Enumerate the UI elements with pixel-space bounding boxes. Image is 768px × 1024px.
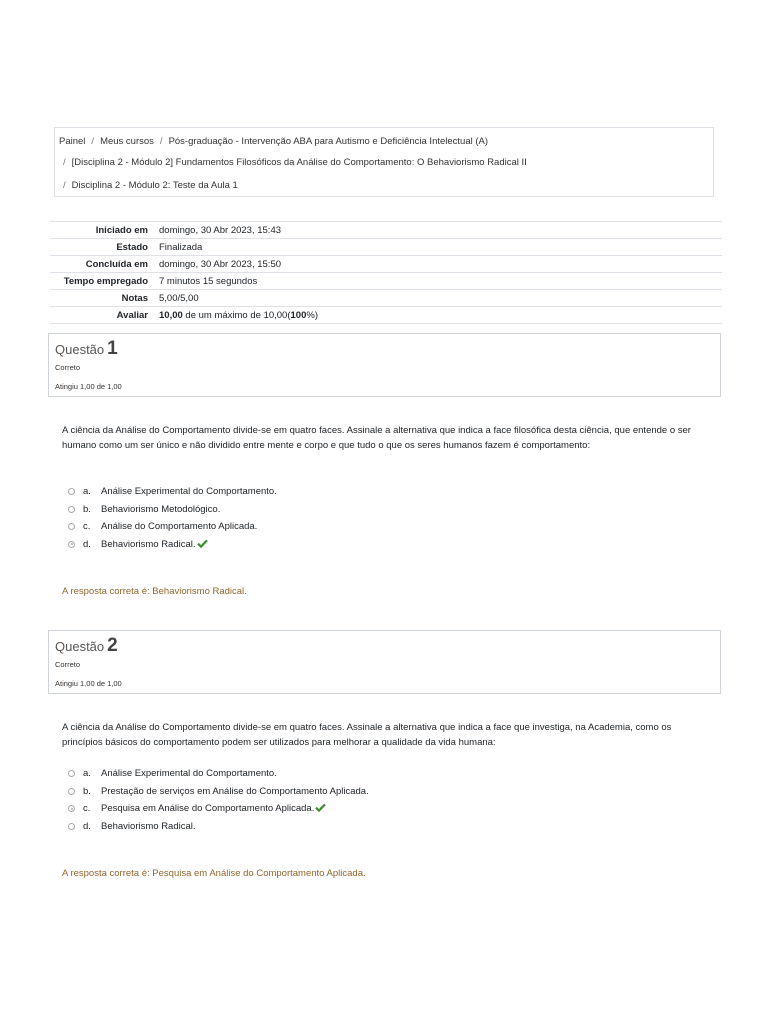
question-grade: Atingiu 1,00 de 1,00	[55, 679, 122, 688]
summary-row-state	[50, 239, 722, 256]
breadcrumb-discipline[interactable]: [Disciplina 2 - Módulo 2] Fundamentos Filosóficos da Análise do Comportamento: O Behaviorismo Radical II	[71, 157, 527, 168]
summary-label: Estado	[116, 241, 148, 253]
grade-percent: 100	[290, 309, 307, 321]
answer-letter: a.	[83, 486, 91, 497]
breadcrumb-line-2	[59, 157, 527, 168]
breadcrumb-quiz[interactable]: Disciplina 2 - Módulo 2: Teste da Aula 1	[71, 180, 238, 191]
summary-value: 5,00/5,00	[159, 292, 199, 304]
check-icon	[197, 539, 208, 548]
answer-text: Análise Experimental do Comportamento.	[101, 486, 277, 497]
summary-row-started	[50, 222, 722, 239]
grade-max: de um máximo de 10,00(	[182, 309, 291, 321]
question-2-right-answer: A resposta correta é: Pesquisa em Análise do Comportamento Aplicada.	[62, 868, 366, 879]
summary-row-marks	[50, 290, 722, 307]
answer-letter: b.	[83, 785, 91, 797]
radio-icon[interactable]	[68, 770, 75, 777]
question-1-text: A ciência da Análise do Comportamento divide-se em quatro faces. Assinale a alternativa que indica a face filosófica desta ciência, que entende o ser humano como um ser único e não dividido entre mente e corpo e que tudo o que os seres humanos fazem é comportamento:	[62, 425, 691, 451]
summary-value: domingo, 30 Abr 2023, 15:43	[159, 224, 282, 236]
radio-icon[interactable]	[68, 506, 75, 513]
radio-icon[interactable]	[68, 823, 75, 830]
answer-text: Behaviorismo Metodológico.	[101, 503, 221, 515]
breadcrumb-separator: /	[63, 157, 66, 168]
answer-text: Análise do Comportamento Aplicada.	[101, 521, 258, 532]
answer-letter: d.	[83, 820, 91, 832]
question-title	[55, 635, 118, 657]
radio-icon[interactable]	[68, 523, 75, 530]
summary-row-time-taken	[50, 273, 722, 290]
answer-text-wrap	[101, 539, 208, 550]
breadcrumb	[54, 127, 714, 197]
question-2-text: A ciência da Análise do Comportamento divide-se em quatro faces. Assinale a alternativa que indica a face que investiga, na Academia, como os princípios básicos do comportamento podem ser utilizados para melhorar a qualidade da vida humana:	[62, 722, 672, 748]
answer-text-wrap	[101, 803, 326, 814]
question-1-right-answer: A resposta correta é: Behaviorismo Radical.	[62, 586, 247, 597]
summary-value: 7 minutos 15 segundos	[159, 275, 258, 287]
breadcrumb-line-1	[59, 136, 488, 147]
breadcrumb-meus-cursos[interactable]: Meus cursos	[100, 136, 154, 147]
summary-value: Finalizada	[159, 241, 203, 253]
radio-icon[interactable]	[68, 788, 75, 795]
attempt-summary-table	[50, 221, 722, 324]
summary-row-grade	[50, 307, 722, 324]
breadcrumb-separator: /	[63, 180, 66, 191]
radio-icon[interactable]	[68, 488, 75, 495]
answer-text: Pesquisa em Análise do Comportamento Aplicada.	[101, 803, 315, 814]
answer-letter: c.	[83, 803, 91, 814]
summary-label: Notas	[121, 292, 148, 304]
question-number: 2	[107, 635, 118, 656]
answer-text: Prestação de serviços em Análise do Comportamento Aplicada.	[101, 785, 369, 797]
question-title	[55, 338, 118, 360]
summary-label: Iniciado em	[95, 224, 148, 236]
answer-text: Behaviorismo Radical.	[101, 820, 196, 832]
summary-value	[153, 307, 722, 324]
question-1-info	[48, 333, 721, 397]
question-label: Questão	[55, 639, 105, 654]
summary-label: Avaliar	[116, 309, 148, 321]
answer-letter: d.	[83, 538, 91, 550]
question-state: Correto	[55, 660, 81, 669]
summary-label: Concluída em	[85, 258, 148, 270]
question-number: 1	[107, 338, 118, 359]
question-state: Correto	[55, 363, 81, 372]
breadcrumb-course[interactable]: Pós-graduação - Intervenção ABA para Autismo e Deficiência Intelectual (A)	[168, 136, 489, 147]
breadcrumb-separator: /	[159, 136, 163, 147]
question-2-info	[48, 630, 721, 694]
summary-row-completed	[50, 256, 722, 273]
answer-text: Análise Experimental do Comportamento.	[101, 768, 277, 779]
summary-label: Tempo empregado	[63, 275, 148, 287]
breadcrumb-separator: /	[91, 136, 95, 147]
question-label: Questão	[55, 342, 105, 357]
question-grade: Atingiu 1,00 de 1,00	[55, 382, 122, 391]
summary-value: domingo, 30 Abr 2023, 15:50	[159, 258, 282, 270]
answer-letter: c.	[83, 521, 91, 532]
radio-icon[interactable]	[68, 805, 75, 812]
check-icon	[315, 803, 326, 812]
answer-letter: b.	[83, 503, 91, 515]
answer-text: Behaviorismo Radical.	[101, 538, 196, 550]
breadcrumb-painel[interactable]: Painel	[59, 136, 86, 147]
grade-score: 10,00	[159, 309, 183, 321]
answer-letter: a.	[83, 768, 91, 779]
grade-percent-sign: %)	[306, 309, 318, 321]
radio-icon[interactable]	[68, 541, 75, 548]
breadcrumb-line-3	[59, 180, 238, 191]
